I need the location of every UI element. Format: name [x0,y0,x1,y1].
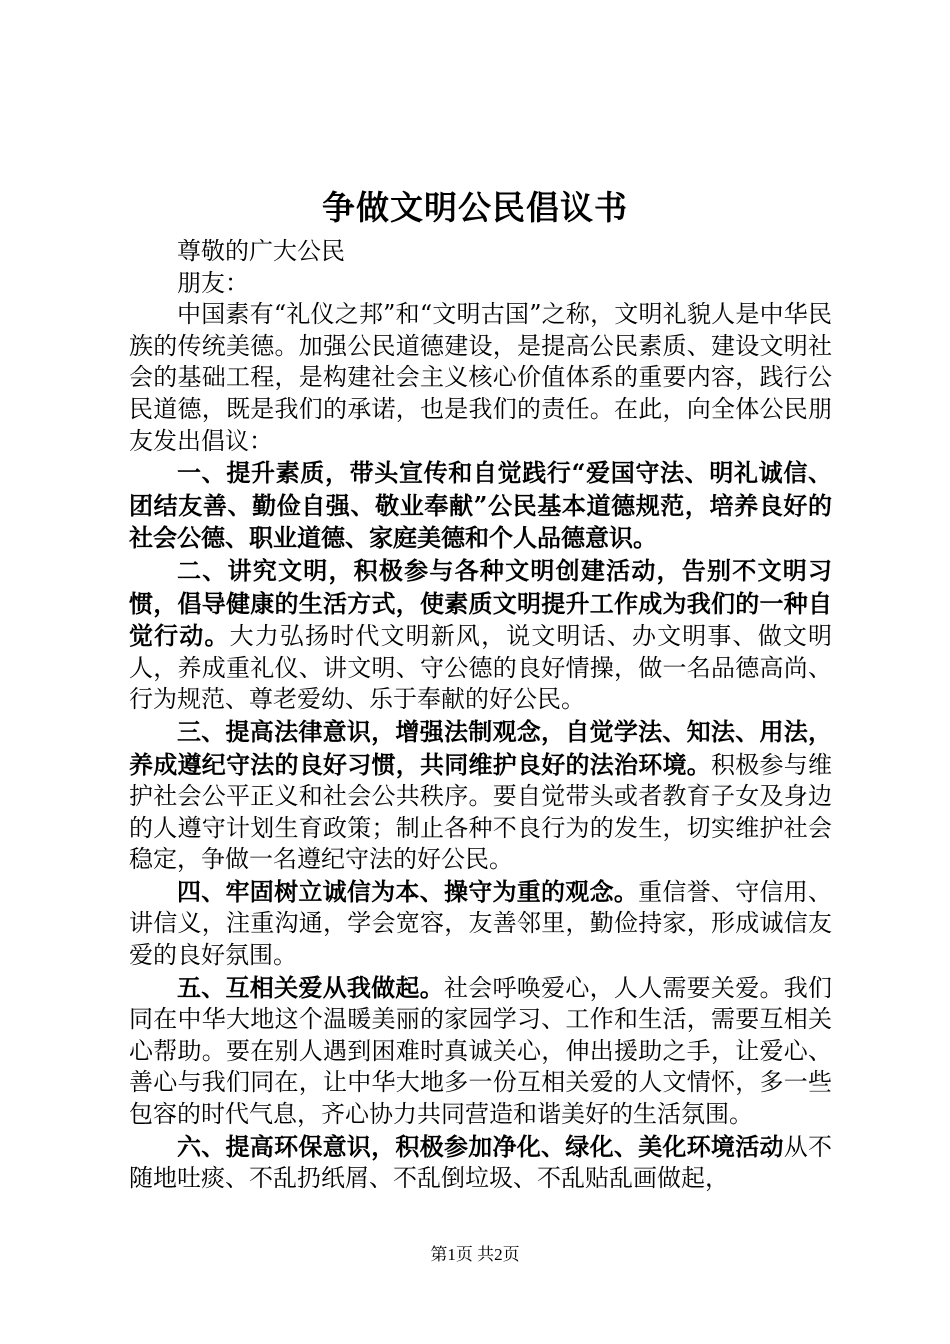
document-title: 争做文明公民倡议书 [322,188,628,227]
proposal-item-4-text: 重信誉、守信用、讲信义，注重沟通，学会宽容，友善邻里，勤俭持家，形成诚信友爱的良好氛围。 [129,877,833,970]
proposal-item-3 [129,716,832,876]
document-body [129,236,832,1195]
proposal-item-5-text: 社会呼唤爱心，人人需要关爱。我们同在中华大地这个温暖美丽的家园学习、工作和生活，需要互相关心帮助。要在别人遇到困难时真诚关心，伸出援助之手，让爱心、善心与我们同在，让中华大地多一份互相关爱的人文情怀，多一些包容的时代气息，齐心协力共同营造和谐美好的生活氛围。 [129,973,833,1129]
proposal-item-2 [129,555,832,716]
proposal-item-5-heading: 五、互相关爱从我做起。 [177,972,444,1002]
proposal-item-2-text: 大力弘扬时代文明新风，说文明话、办文明事、做文明人，养成重礼仪、讲文明、守公德的良好情操，做一名品德高尚、行为规范、尊老爱幼、乐于奉献的好公民。 [129,622,832,714]
proposal-item-1 [129,457,832,555]
proposal-item-6-text: 从不随地吐痰、不乱扔纸屑、不乱倒垃圾、不乱贴乱画做起， [129,1132,833,1193]
proposal-item-6 [129,1131,832,1195]
proposal-item-6-heading: 六、提高环保意识，积极参加净化、绿化、美化环境活动 [177,1131,784,1161]
salutation-line-2: 朋友： [177,268,249,297]
salutation-line-1: 尊敬的广大公民 [177,237,345,265]
proposal-item-4 [129,876,832,972]
proposal-item-2-heading: 二、讲究文明，积极参与各种文明创建活动，告别不文明习惯，倡导健康的生活方式，使素质文明提升工作成为我们的一种自觉行动。 [129,555,832,651]
proposal-item-4-heading: 四、牢固树立诚信为本、操守为重的观念。 [177,876,639,906]
proposal-item-3-text: 积极参与维护社会公平正义和社会公共秩序。要自觉带头或者教育子女及身边的人遵守计划生育政策；制止各种不良行为的发生，切实维护社会稳定，争做一名遵纪守法的好公民。 [129,750,832,874]
proposal-item-1-heading: 一、提升素质，带头宣传和自觉践行“爱国守法、明礼诚信、团结友善、勤俭自强、敬业奉献”公民基本道德规范，培养良好的社会公德、职业道德、家庭美德和个人品德意识。 [129,458,832,553]
proposal-item-5 [129,972,832,1131]
intro-paragraph: 中国素有“礼仪之邦”和“文明古国”之称，文明礼貌人是中华民族的传统美德。加强公民道德建设，是提高公民素质、建设文明社会的基础工程，是构建社会主义核心价值体系的重要内容，践行公民道德，既是我们的承诺，也是我们的责任。在此，向全体公民朋友发出倡议： [129,300,832,455]
page-number-footer: 第1页 共2页 [430,1245,520,1264]
proposal-item-3-heading: 三、提高法律意识，增强法制观念，自觉学法、知法、用法，养成遵纪守法的良好习惯，共同维护良好的法治环境。 [129,716,832,779]
